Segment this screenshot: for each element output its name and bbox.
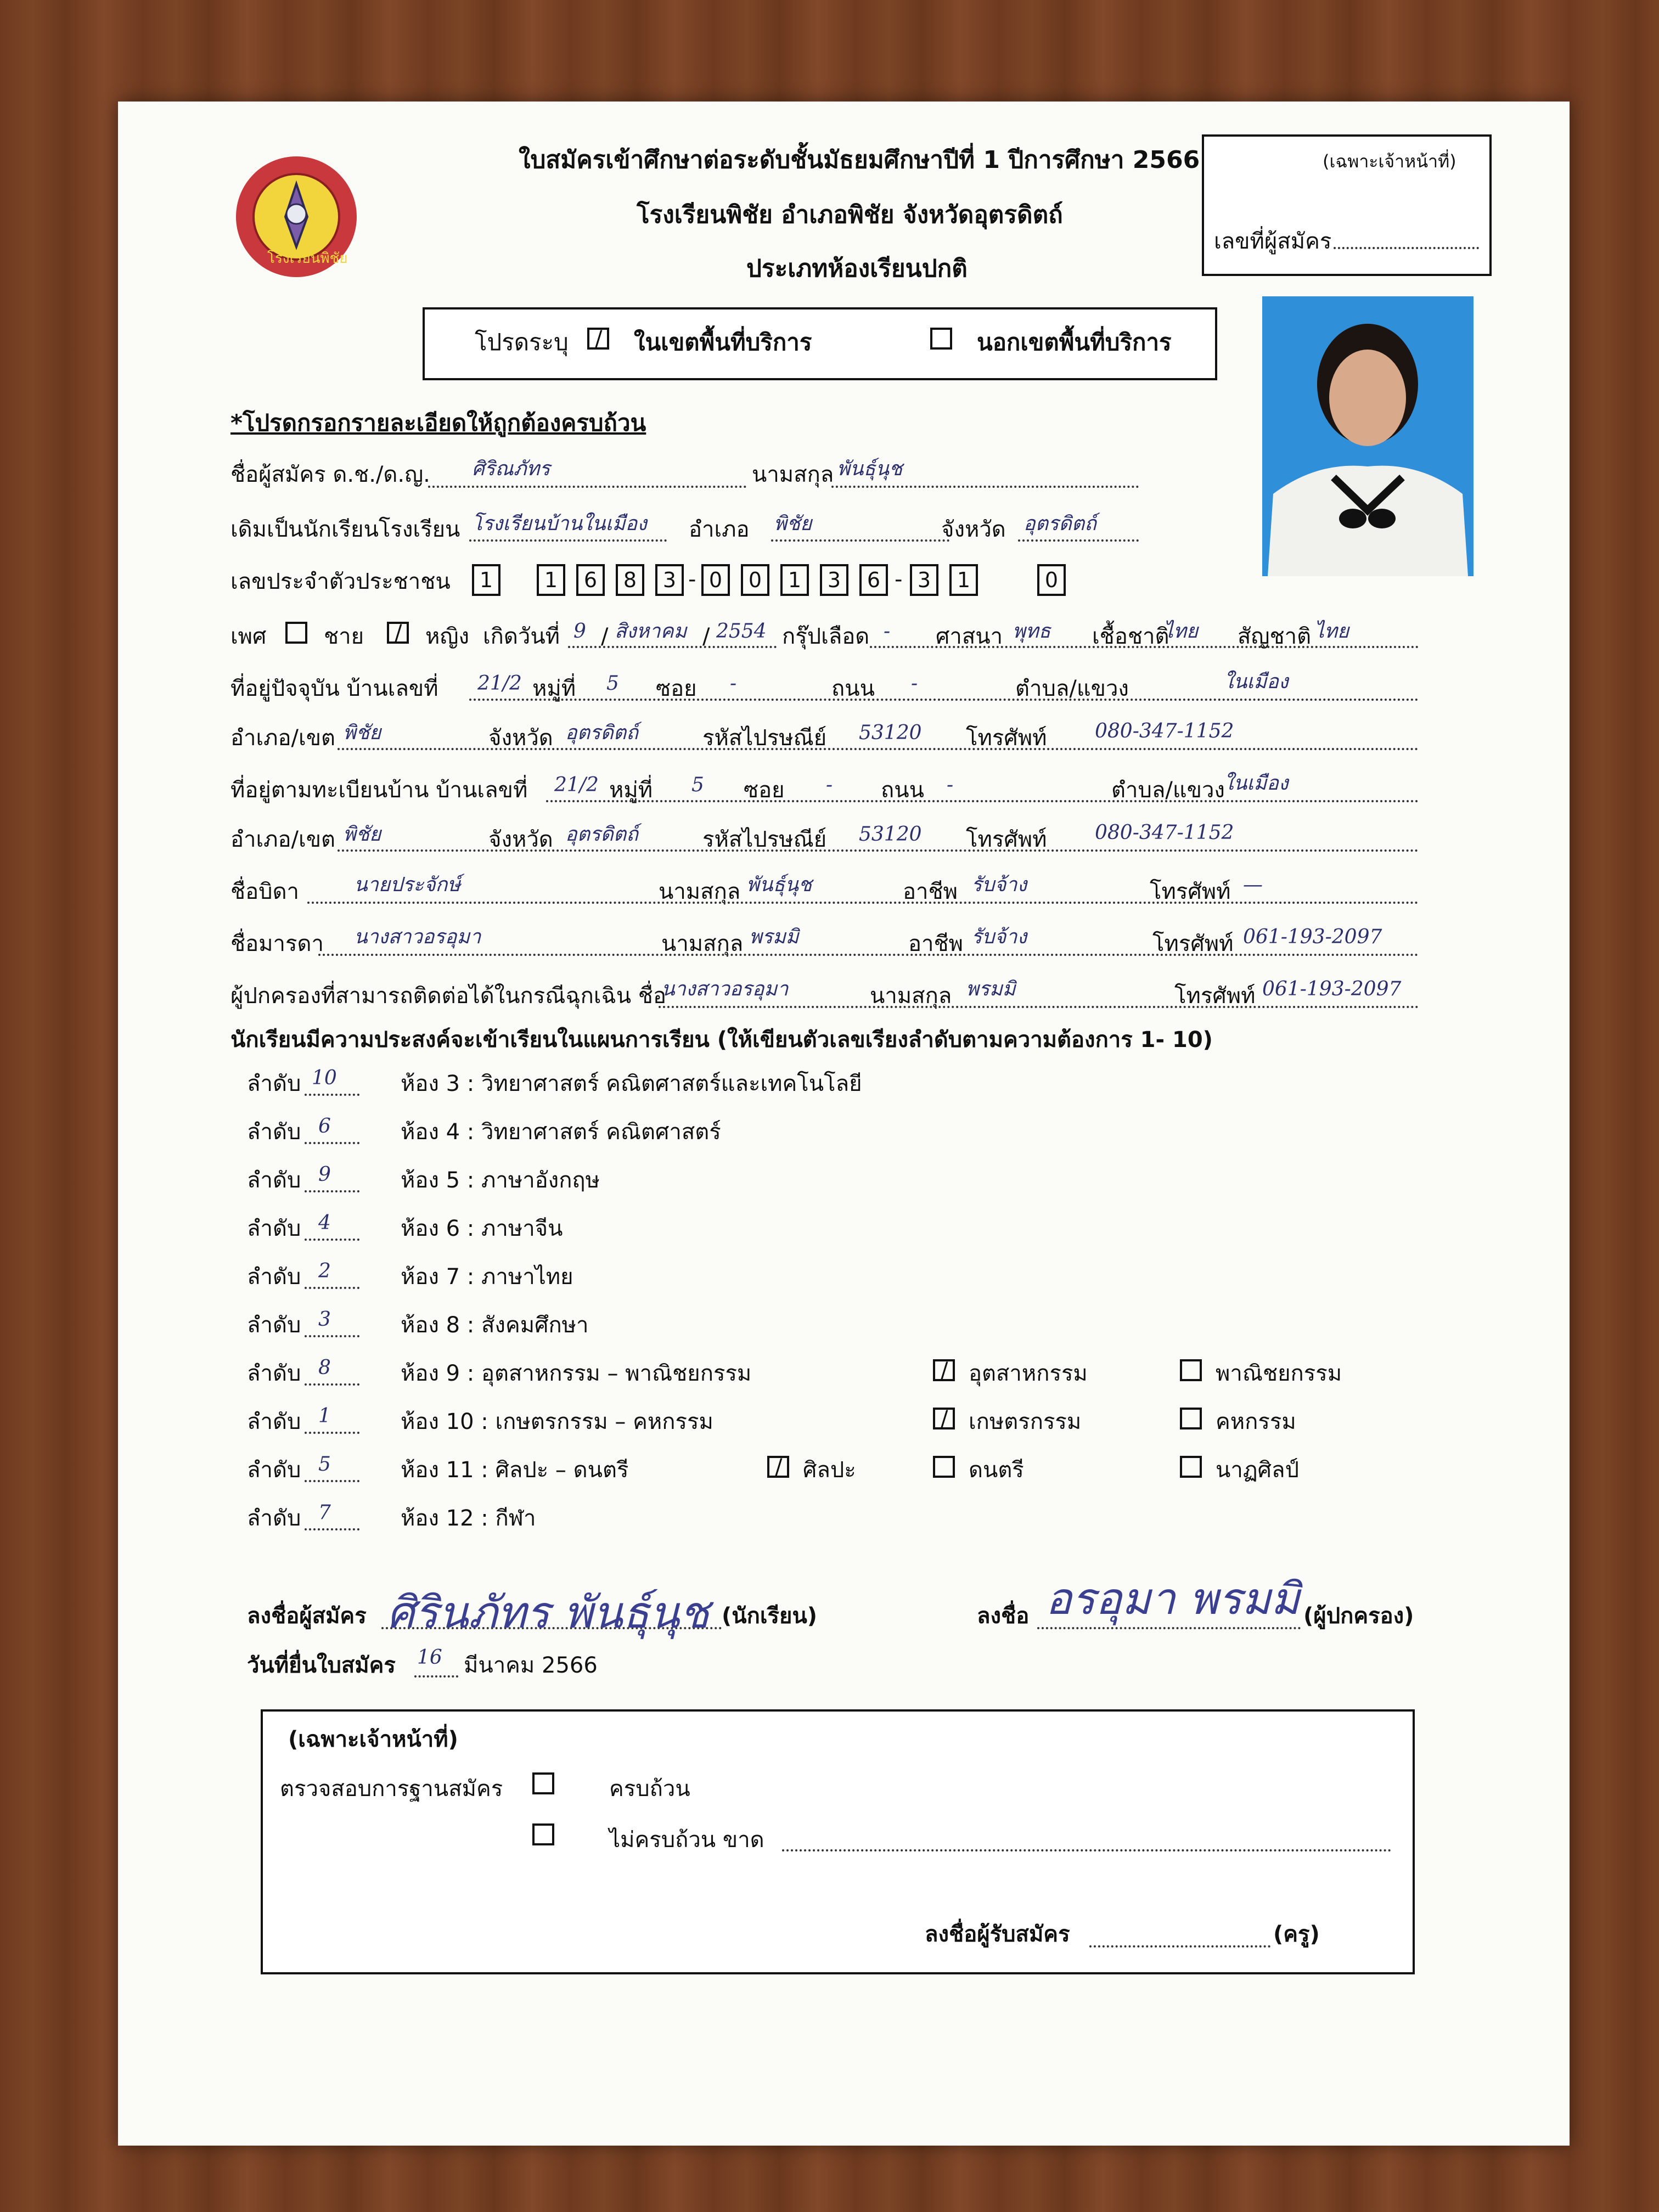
father-surname[interactable]: พันธุ์นุช [746, 874, 812, 896]
complete-label: ครบถ้วน [609, 1776, 690, 1802]
plan-room: ห้อง 8 : สังคมศึกษา [401, 1313, 589, 1338]
religion-value[interactable]: พุทธ [1013, 620, 1051, 643]
plan-row [247, 1501, 1454, 1540]
prev-district[interactable]: พิชัย [774, 513, 812, 535]
order-label: ลำดับ [247, 1119, 301, 1145]
plan-rank-line [305, 1383, 359, 1386]
order-label: ลำดับ [247, 1506, 301, 1531]
staff-box-title: (เฉพาะเจ้าหน้าที่) [288, 1727, 458, 1752]
registered-district-label: อำเภอ/เขต [230, 827, 336, 852]
plan-row [247, 1067, 1454, 1106]
current-subdistrict[interactable]: ในเมือง [1224, 671, 1289, 693]
current-road[interactable]: - [911, 672, 918, 695]
guardian-surname-label: นามสกุล [870, 983, 952, 1009]
plan-rank[interactable]: 6 [318, 1115, 331, 1138]
registered-moo[interactable]: 5 [691, 774, 704, 796]
plan-room: ห้อง 9 : อุตสาหกรรม – พาณิชยกรรม [401, 1361, 752, 1386]
id-digit[interactable]: 3 [910, 564, 938, 596]
staff-check-label: ตรวจสอบการฐานสมัคร [280, 1776, 503, 1802]
registered-soi-label: ซอย [744, 778, 785, 803]
order-label: ลำดับ [247, 1457, 301, 1483]
art-checkbox[interactable] [767, 1456, 789, 1478]
submit-date-label: วันที่ยื่นใบสมัคร [247, 1653, 396, 1678]
mother-phone-label: โทรศัพท์ [1152, 931, 1234, 956]
service-area-label: โปรดระบุ [475, 329, 569, 356]
current-house-no[interactable]: 21/2 [477, 672, 522, 695]
incomplete-checkbox[interactable] [532, 1823, 554, 1845]
submit-date-day[interactable]: 16 [417, 1646, 442, 1669]
complete-checkbox[interactable] [532, 1772, 554, 1794]
plan-room: ห้อง 3 : วิทยาศาสตร์ คณิตศาสตร์และเทคโนโลยี [401, 1071, 862, 1096]
surname-label: นามสกุล [752, 462, 834, 487]
guardian-line [659, 1006, 1419, 1008]
current-district-line [338, 748, 1419, 750]
id-digit[interactable]: 0 [1037, 564, 1066, 596]
guardian-label: ผู้ปกครองที่สามารถติดต่อได้ในกรณีฉุกเฉิน ชื่อ [230, 983, 666, 1009]
missing-items-field[interactable] [782, 1849, 1391, 1851]
plan-row [247, 1115, 1454, 1154]
father-line [307, 902, 1419, 904]
race-label: เชื้อชาติ [1092, 624, 1169, 649]
plan-room: ห้อง 4 : วิทยาศาสตร์ คณิตศาสตร์ [401, 1119, 721, 1145]
plan-rank-line [305, 1335, 359, 1337]
plan-rank[interactable]: 2 [318, 1260, 331, 1282]
registered-address-label: ที่อยู่ตามทะเบียนบ้าน บ้านเลขที่ [230, 778, 528, 803]
prev-district-line [771, 539, 949, 542]
prev-province-line [1018, 539, 1139, 542]
applicant-photo [1262, 296, 1474, 576]
guardian-phone[interactable]: 061-193-2097 [1262, 978, 1402, 1000]
female-label: หญิง [425, 624, 469, 649]
mother-line [318, 954, 1419, 956]
order-label: ลำดับ [247, 1216, 301, 1241]
registered-phone[interactable]: 080-347-1152 [1095, 821, 1234, 844]
guardian-name[interactable]: นางสาวอรอุมา [661, 978, 789, 1000]
submit-date-rest: มีนาคม 2566 [464, 1653, 598, 1678]
instruction: *โปรดกรอกรายละเอียดให้ถูกต้องครบถ้วน [230, 409, 646, 436]
male-label: ชาย [324, 624, 364, 649]
father-job-label: อาชีพ [903, 879, 958, 904]
dance-checkbox[interactable] [1180, 1456, 1202, 1478]
outside-area-checkbox[interactable] [930, 328, 952, 350]
religion-label: ศาสนา [936, 624, 1003, 649]
nationality-value[interactable]: ไทย [1314, 620, 1349, 643]
blood-line [870, 646, 1419, 648]
current-province-label: จังหวัด [488, 725, 553, 751]
id-digit[interactable]: 6 [859, 564, 888, 596]
id-digit[interactable]: 3 [820, 564, 848, 596]
current-subdistrict-label: ตำบล/แขวง [1015, 676, 1129, 701]
current-zip-label: รหัสไปรษณีย์ [702, 725, 827, 751]
birth-label: เกิดวันที่ [483, 624, 560, 649]
guardian-surname[interactable]: พรมมิ [966, 978, 1016, 1000]
mother-job-label: อาชีพ [908, 931, 963, 956]
id-separator: - [688, 567, 696, 592]
birth-month[interactable]: สิงหาคม [615, 620, 687, 643]
id-digit[interactable]: 1 [537, 564, 565, 596]
name-label: ชื่อผู้สมัคร ด.ช./ด.ญ. [230, 462, 430, 487]
plan-rank-line [305, 1094, 359, 1096]
inside-area-checkbox[interactable] [587, 328, 609, 350]
id-label: เลขประจำตัวประชาชน [230, 569, 451, 594]
plan-rank[interactable]: 9 [318, 1163, 331, 1186]
art-label: ศิลปะ [803, 1457, 856, 1483]
music-checkbox[interactable] [933, 1456, 955, 1478]
logo-text: โรงเรียนพิชัย [267, 250, 348, 267]
mother-surname-label: นามสกุล [661, 931, 744, 956]
registered-soi[interactable]: - [826, 774, 833, 796]
plan-rank-line [305, 1528, 359, 1530]
id-digit[interactable]: 1 [472, 564, 500, 596]
order-label: ลำดับ [247, 1168, 301, 1193]
id-digit[interactable]: 3 [655, 564, 684, 596]
official-use-label: (เฉพาะเจ้าหน้าที่) [1323, 151, 1456, 172]
form-title: ใบสมัครเข้าศึกษาต่อระดับชั้นมัธยมศึกษาปีที่ 1 ปีการศึกษา 2566 [519, 146, 1200, 174]
class-type: ประเภทห้องเรียนปกติ [746, 255, 968, 283]
plan-room: ห้อง 7 : ภาษาไทย [401, 1264, 573, 1290]
school-name: โรงเรียนพิชัย อำเภอพิชัย จังหวัดอุตรดิตถ์ [637, 201, 1063, 229]
plan-row [247, 1357, 1454, 1395]
applicant-no-label: เลขที่ผู้สมัคร [1214, 229, 1332, 254]
birth-year[interactable]: 2554 [716, 620, 767, 643]
mother-phone[interactable]: 061-193-2097 [1243, 926, 1382, 948]
agriculture-label: เกษตรกรรม [969, 1409, 1082, 1434]
applicant-sign-suffix: (นักเรียน) [722, 1603, 818, 1629]
receiver-sign-suffix: (ครู) [1273, 1922, 1320, 1947]
outside-area-label: นอกเขตพื้นที่บริการ [977, 329, 1172, 356]
id-digit[interactable]: 1 [949, 564, 978, 596]
registered-road[interactable]: - [947, 774, 954, 796]
order-label: ลำดับ [247, 1313, 301, 1338]
music-label: ดนตรี [969, 1457, 1024, 1483]
plans-heading: นักเรียนมีความประสงค์จะเข้าเรียนในแผนการเรียน (ให้เขียนตัวเลขเรียงลำดับตามความต้องการ 1- 10) [230, 1027, 1213, 1052]
mother-surname[interactable]: พรมมิ [749, 926, 799, 948]
home-economics-label: คหกรรม [1216, 1409, 1296, 1434]
registered-province[interactable]: อุตรดิตถ์ [565, 823, 638, 846]
current-district[interactable]: พิชัย [343, 722, 381, 744]
agriculture-checkbox[interactable] [933, 1408, 955, 1429]
inside-area-label: ในเขตพื้นที่บริการ [634, 329, 812, 356]
current-soi-label: ซอย [656, 676, 697, 701]
submit-date-line [414, 1675, 458, 1678]
plan-rank[interactable]: 1 [318, 1405, 331, 1427]
receiver-sign-label: ลงชื่อผู้รับสมัคร [925, 1922, 1070, 1947]
plan-rank-line [305, 1432, 359, 1434]
father-surname-label: นามสกุล [659, 879, 741, 904]
mother-name[interactable]: นางสาวอรอุมา [354, 926, 481, 948]
plan-rank[interactable]: 3 [318, 1308, 331, 1331]
current-address-line [469, 699, 1419, 701]
father-phone[interactable]: — [1243, 874, 1263, 896]
applicant-surname[interactable]: พันธุ์นุช [837, 458, 903, 480]
nationality-label: สัญชาติ [1238, 624, 1312, 649]
prev-school-line [469, 539, 667, 542]
commerce-checkbox[interactable] [1180, 1359, 1202, 1381]
order-label: ลำดับ [247, 1264, 301, 1290]
plan-rank[interactable]: 4 [318, 1212, 331, 1234]
home-economics-checkbox[interactable] [1180, 1408, 1202, 1429]
gender-label: เพศ [230, 624, 267, 649]
plan-rank[interactable]: 7 [318, 1501, 331, 1524]
id-separator: - [895, 567, 903, 592]
registered-road-label: ถนน [881, 778, 924, 803]
birth-slash: / [601, 624, 609, 649]
name-line [428, 486, 746, 488]
order-label: ลำดับ [247, 1409, 301, 1434]
current-district-label: อำเภอ/เขต [230, 725, 336, 751]
id-digit[interactable]: 0 [701, 564, 730, 596]
mother-job[interactable]: รับจ้าง [971, 926, 1027, 948]
current-zip[interactable]: 53120 [859, 722, 922, 744]
blood-label: กรุ๊ปเลือด [782, 624, 870, 649]
father-label: ชื่อบิดา [230, 879, 299, 904]
guardian-signature: อรอุมา พรมมิ [1045, 1573, 1300, 1624]
current-soi[interactable]: - [730, 672, 737, 695]
school-logo [233, 154, 359, 280]
id-number-boxes [472, 564, 1284, 597]
industry-checkbox[interactable] [933, 1359, 955, 1381]
receiver-sign-line [1089, 1945, 1270, 1948]
id-digit[interactable]: 0 [741, 564, 769, 596]
plan-row [247, 1260, 1454, 1299]
plan-row [247, 1163, 1454, 1202]
registered-house-no[interactable]: 21/2 [554, 774, 599, 796]
birth-line [568, 646, 777, 648]
order-label: ลำดับ [247, 1361, 301, 1386]
id-digit[interactable]: 6 [576, 564, 605, 596]
registered-subdistrict[interactable]: ในเมือง [1224, 772, 1289, 795]
plan-row [247, 1453, 1454, 1492]
plan-room: ห้อง 12 : กีฬา [401, 1506, 536, 1531]
plan-rank[interactable]: 8 [318, 1357, 331, 1379]
prev-district-label: อำเภอ [689, 517, 750, 542]
plan-rank-line [305, 1142, 359, 1144]
registered-subdistrict-label: ตำบล/แขวง [1111, 778, 1225, 803]
prev-school-label: เดิมเป็นนักเรียนโรงเรียน [230, 517, 460, 542]
plan-room: ห้อง 5 : ภาษาอังกฤษ [401, 1168, 600, 1193]
plan-rank-line [305, 1287, 359, 1289]
dance-label: นาฏศิลป์ [1216, 1457, 1299, 1483]
applicant-signature: ศิรินภัทร พันธุ์นุช [387, 1587, 710, 1638]
current-road-label: ถนน [831, 676, 875, 701]
surname-line [831, 486, 1139, 488]
registered-province-label: จังหวัด [488, 827, 553, 852]
current-province[interactable]: อุตรดิตถ์ [565, 722, 638, 744]
plan-room: ห้อง 10 : เกษตรกรรม – คหกรรม [401, 1409, 713, 1434]
current-moo-label: หมู่ที่ [532, 676, 576, 701]
registered-district-line [338, 849, 1419, 852]
plan-room: ห้อง 11 : ศิลปะ – ดนตรี [401, 1457, 629, 1483]
id-digit[interactable]: 1 [780, 564, 809, 596]
industry-label: อุตสาหกรรม [969, 1361, 1088, 1386]
plan-rank[interactable]: 10 [312, 1067, 337, 1089]
registered-zip[interactable]: 53120 [859, 823, 922, 846]
registered-phone-label: โทรศัพท์ [966, 827, 1047, 852]
plan-row [247, 1308, 1454, 1347]
guardian-phone-label: โทรศัพท์ [1174, 983, 1256, 1009]
applicant-sign-label: ลงชื่อผู้สมัคร [247, 1603, 367, 1629]
current-phone-label: โทรศัพท์ [966, 725, 1047, 751]
current-moo[interactable]: 5 [606, 672, 619, 695]
prev-province[interactable]: อุตรดิตถ์ [1023, 513, 1096, 535]
blood-value[interactable]: - [884, 620, 891, 643]
mother-label: ชื่อมารดา [230, 931, 324, 956]
current-address-label: ที่อยู่ปัจจุบัน บ้านเลขที่ [230, 676, 438, 701]
father-job[interactable]: รับจ้าง [971, 874, 1027, 896]
registered-moo-label: หมู่ที่ [609, 778, 653, 803]
order-label: ลำดับ [247, 1071, 301, 1096]
male-checkbox[interactable] [285, 622, 307, 644]
birth-slash: / [702, 624, 710, 649]
female-checkbox[interactable] [387, 622, 409, 644]
prev-province-label: จังหวัด [941, 517, 1006, 542]
plan-rank-line [305, 1190, 359, 1192]
birth-day[interactable]: 9 [573, 620, 586, 643]
guardian-sign-label: ลงชื่อ [977, 1603, 1030, 1629]
plan-rank-line [305, 1480, 359, 1482]
plan-rank[interactable]: 5 [318, 1453, 331, 1476]
plans-list [247, 1067, 1454, 1567]
applicant-no-field[interactable] [1334, 247, 1479, 249]
race-value[interactable]: ไทย [1163, 620, 1198, 643]
incomplete-label: ไม่ครบถ้วน ขาด [609, 1827, 764, 1853]
commerce-label: พาณิชยกรรม [1216, 1361, 1342, 1386]
plan-room: ห้อง 6 : ภาษาจีน [401, 1216, 563, 1241]
guardian-sign-suffix: (ผู้ปกครอง) [1303, 1603, 1414, 1629]
father-name[interactable]: นายประจักษ์ [354, 874, 461, 896]
prev-school[interactable]: โรงเรียนบ้านในเมือง [472, 513, 647, 535]
current-phone[interactable]: 080-347-1152 [1095, 720, 1234, 742]
registered-district[interactable]: พิชัย [343, 823, 381, 846]
applicant-name[interactable]: ศิริณภัทร [472, 458, 550, 480]
father-phone-label: โทรศัพท์ [1150, 879, 1231, 904]
registered-address-line [546, 800, 1419, 802]
plan-row [247, 1405, 1454, 1444]
plan-rank-line [305, 1239, 359, 1241]
id-digit[interactable]: 8 [616, 564, 644, 596]
application-form [118, 102, 1570, 2146]
plan-row [247, 1212, 1454, 1251]
registered-zip-label: รหัสไปรษณีย์ [702, 827, 827, 852]
